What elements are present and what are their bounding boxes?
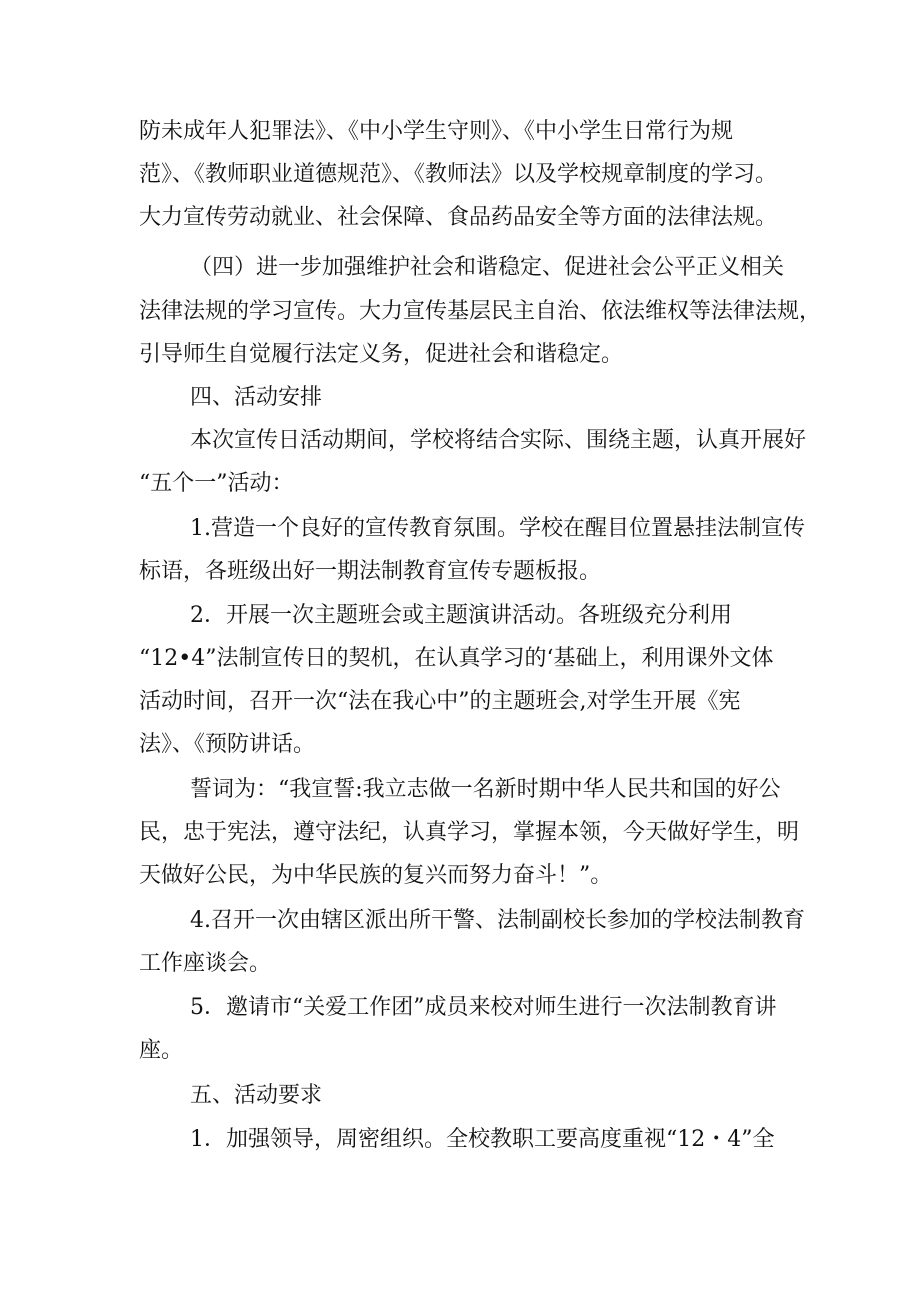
list-item-line: 1．加强领导，周密组织。全校教职工要高度重视“12・4”全 [190,1127,775,1152]
paragraph-line: 法》、《预防讲话。 [139,732,316,757]
section-heading: 四、活动安排 [190,385,323,410]
section-heading: 五、活动要求 [190,1083,323,1108]
list-item-line: 5．邀请市“关爱工作团”成员来校对师生进行一次法制教育讲 [190,995,777,1020]
oath-paragraph-start: 誓词为：“我宣誓:我立志做一名新时期中华人民共和国的好公 [190,777,781,802]
paragraph-line: 大力宣传劳动就业、社会保障、食品药品安全等方面的法律法规。 [139,205,778,230]
list-item-line: 1.营造一个良好的宣传教育氛围。学校在醒目位置悬挂法制宣传 [190,516,805,541]
paragraph-line: 引导师生自觉履行法定义务，促进社会和谐稳定。 [139,342,624,367]
paragraph-line: 防未成年人犯罪法》、《中小学生守则》、《中小学生日常行为规 [139,119,734,144]
paragraph-line: 工作座谈会。 [139,951,272,976]
section-paragraph-start: （四）进一步加强维护社会和谐稳定、促进社会公平正义相关 [190,255,785,280]
paragraph-line: 法律法规的学习宣传。大力宣传基层民主自治、依法维权等法律法规， [139,299,822,324]
paragraph-line: “12•4”法制宣传日的契机，在认真学习的‘基础上，利用课外文体 [139,646,774,671]
paragraph-line: 民，忠于宪法，遵守法纪，认真学习，掌握本领，今天做好学生，明 [139,820,800,845]
paragraph-line: “五个一”活动： [139,471,294,496]
paragraph-line: 标语，各班级出好一期法制教育宣传专题板报。 [139,559,602,584]
paragraph-line: 范》、《教师职业道德规范》、《教师法》以及学校规章制度的学习。 [139,162,778,187]
paragraph-line: 本次宣传日活动期间，学校将结合实际、围绕主题，认真开展好 [190,428,807,453]
paragraph-line: 天做好公民，为中华民族的复兴而努力奋斗！”。 [139,863,613,888]
list-item-line: 4.召开一次由辖区派出所干警、法制副校长参加的学校法制教育 [190,908,805,933]
list-item-line: 2．开展一次主题班会或主题演讲活动。各班级充分利用 [190,603,732,628]
paragraph-line: 活动时间，召开一次“法在我心中”的主题班会,对学生开展《宪 [139,689,741,714]
paragraph-line: 座。 [139,1038,184,1063]
